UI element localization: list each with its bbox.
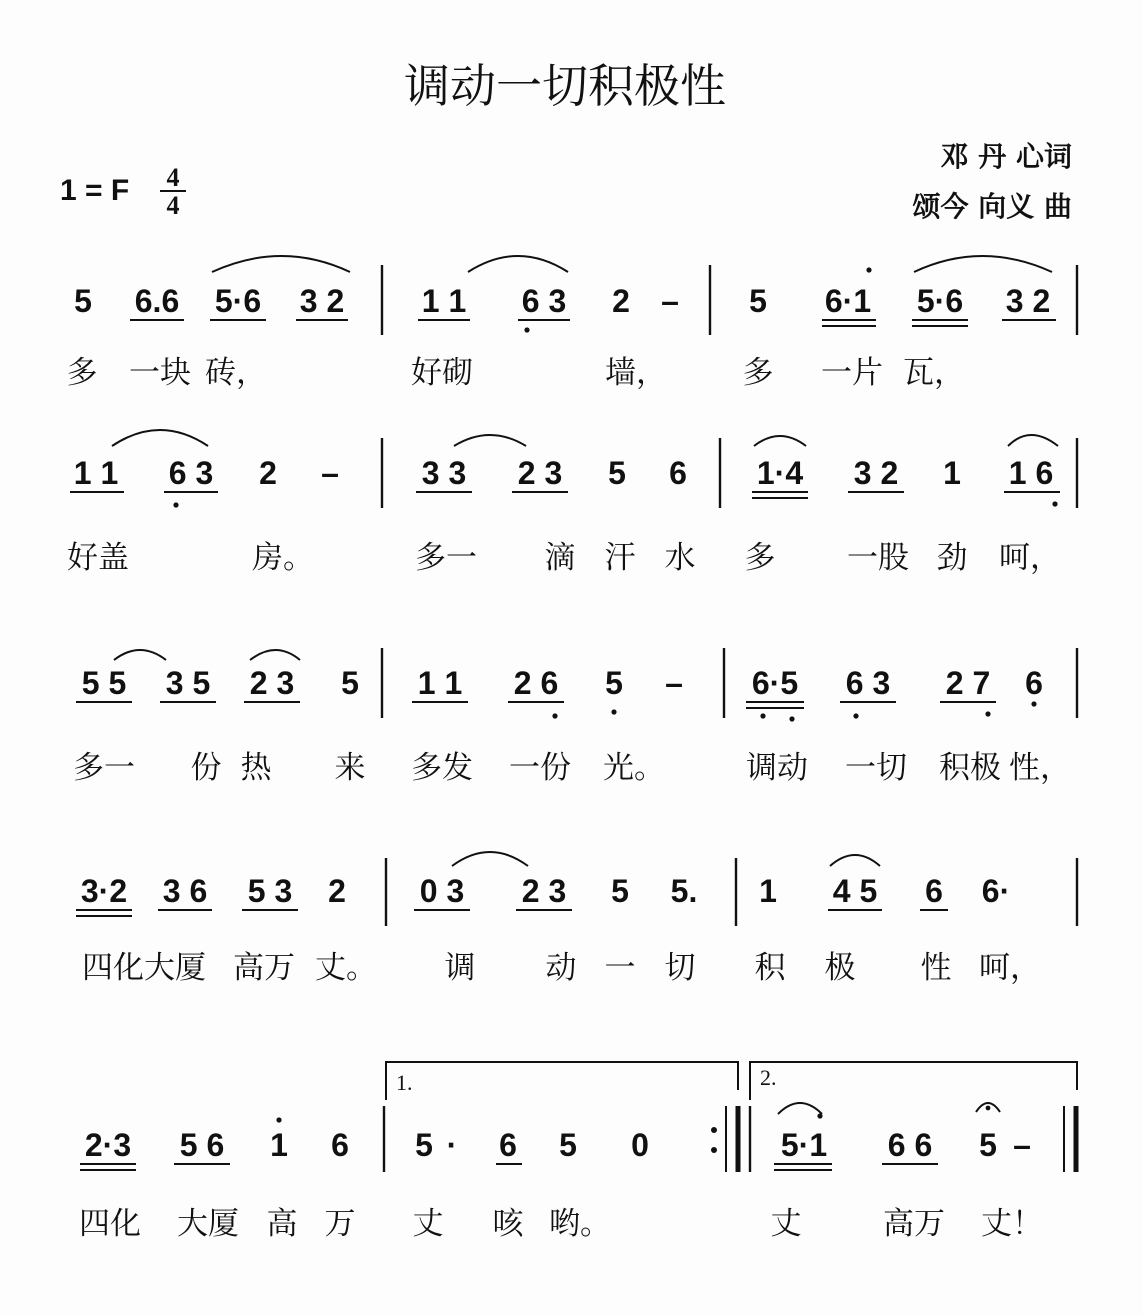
note: 6 3 (168, 455, 214, 491)
key-signature: 1 = F (60, 174, 130, 207)
note: 3 2 (1005, 283, 1051, 319)
lyric: 性， (1009, 750, 1071, 786)
note: 1 (943, 455, 961, 491)
lyric: 多 (66, 355, 98, 391)
staff-row-3 (73, 648, 1077, 786)
note: 1 1 (421, 283, 467, 319)
fermata-icon (976, 1103, 1000, 1112)
octave-dot (611, 709, 616, 714)
lyric: 砖， (205, 355, 267, 391)
octave-dot (1052, 501, 1057, 506)
note: 5 (559, 1127, 577, 1163)
barlines (382, 438, 1077, 508)
slurs (114, 650, 300, 660)
note: 2 (259, 455, 277, 491)
lyric: 一份 (509, 750, 571, 786)
octave-dot (760, 713, 765, 718)
lyric: 多一 (73, 750, 135, 786)
note: 5·6 (916, 283, 964, 319)
lyric: 一股 (847, 540, 909, 576)
note: 5·1 (780, 1127, 828, 1163)
volta-brackets (386, 1062, 1077, 1100)
lyricist-credit: 邓 丹 心词 (940, 140, 1072, 173)
lyric: 份 (190, 750, 222, 786)
lyric: 一 (604, 950, 636, 986)
lyric: 呵， (999, 540, 1061, 576)
underlines (80, 1164, 938, 1170)
lyric: 高万 (233, 950, 295, 986)
time-sig-numerator: 4 (166, 163, 180, 192)
lyric: 一片 (821, 355, 883, 391)
octave-dot (866, 267, 871, 272)
note: 5 5 (81, 665, 127, 701)
note: 3 6 (162, 873, 208, 909)
note: 6 (1025, 665, 1043, 701)
slurs (778, 1103, 822, 1114)
note: 3 2 (853, 455, 899, 491)
lyric: 多 (742, 355, 774, 391)
octave-dot (276, 1117, 281, 1122)
note: 3 3 (421, 455, 467, 491)
note: 2 6 (513, 665, 559, 701)
underlines (76, 910, 948, 916)
lyric: 多发 (411, 750, 473, 786)
lyric: 四化 (79, 1206, 141, 1242)
octave-dot (817, 1113, 822, 1118)
lyric: 切 (664, 950, 696, 986)
note: 3 2 (299, 283, 345, 319)
note: 6· (981, 873, 1011, 909)
note: 0 (631, 1127, 649, 1163)
note: 5 (74, 283, 92, 319)
lyric: 呵， (979, 950, 1041, 986)
note: 1 1 (73, 455, 119, 491)
slurs (212, 256, 1052, 272)
volta-1-label: 1. (396, 1070, 413, 1095)
staff-row-5 (79, 1062, 1077, 1242)
lyric: 丈。 (315, 950, 377, 986)
note: 6·1 (824, 283, 872, 319)
octave-dot (789, 716, 794, 721)
note: 1 1 (417, 665, 463, 701)
lyric: 万 (324, 1206, 356, 1242)
note: 6 (669, 455, 687, 491)
note: 5 3 (247, 873, 293, 909)
note: – (1013, 1127, 1031, 1163)
note: 0 3 (419, 873, 465, 909)
lyric: 积极 (939, 750, 1001, 786)
note: 5 (608, 455, 626, 491)
lyric: 墙， (605, 355, 667, 391)
note: · (446, 1127, 458, 1163)
note: 5. (670, 873, 698, 909)
lyric: 光。 (603, 750, 665, 786)
barlines (382, 265, 1077, 335)
note: 2 3 (521, 873, 567, 909)
note: 1 (759, 873, 777, 909)
lyric: 哟。 (549, 1206, 611, 1242)
octave-dot (853, 713, 858, 718)
lyric: 调 (444, 950, 476, 986)
volta-2-label: 2. (760, 1065, 777, 1090)
lyric: 高万 (883, 1206, 945, 1242)
note: 5 (611, 873, 629, 909)
lyric: 水 (664, 540, 696, 576)
composer-credit: 颂今 向义 曲 (912, 190, 1072, 223)
note: 6 (331, 1127, 349, 1163)
underlines (70, 492, 1060, 498)
time-sig-denominator: 4 (166, 191, 180, 220)
note: 6 (925, 873, 943, 909)
lyric: 瓦， (903, 355, 965, 391)
slurs (452, 852, 880, 866)
lyric: 好砌 (411, 355, 473, 391)
final-barline (1064, 1106, 1076, 1172)
lyric: 高 (266, 1206, 298, 1242)
lyric: 滴 (544, 540, 576, 576)
lyric: 热 (240, 750, 272, 786)
note: 6 3 (845, 665, 891, 701)
note: – (321, 455, 339, 491)
note: 2 (612, 283, 630, 319)
octave-dot (524, 327, 529, 332)
note: 5·6 (214, 283, 262, 319)
note: 5 (605, 665, 623, 701)
note: 5 (415, 1127, 433, 1163)
note: 2 3 (249, 665, 295, 701)
note: 4 5 (832, 873, 878, 909)
staff-row-2 (67, 430, 1077, 576)
lyric: 四化大厦 (82, 950, 206, 986)
staff-row-4 (76, 852, 1077, 986)
lyric: 劲 (936, 540, 968, 576)
lyric: 丈 (770, 1206, 802, 1242)
note: 5 (341, 665, 359, 701)
octave-dot (985, 711, 990, 716)
lyric: 极 (824, 950, 856, 986)
note: 5 6 (179, 1127, 225, 1163)
note: 2 (328, 873, 346, 909)
note: 5 (979, 1127, 997, 1163)
lyric: 一切 (845, 750, 907, 786)
note: 2·3 (84, 1127, 132, 1163)
octave-dot (1031, 701, 1036, 706)
lyric: 多一 (415, 540, 477, 576)
lyric: 大厦 (177, 1206, 239, 1242)
lyric: 一块 (129, 355, 191, 391)
note: 1 (270, 1127, 288, 1163)
lyric: 好盖 (67, 540, 129, 576)
lyric: 调动 (746, 750, 808, 786)
note: 6·5 (751, 665, 799, 701)
octave-dot (552, 713, 557, 718)
note: 3·2 (80, 873, 128, 909)
note: 6 (499, 1127, 517, 1163)
lyric: 咳 (492, 1206, 524, 1242)
note: 1·4 (756, 455, 804, 491)
note: – (665, 665, 683, 701)
underlines (76, 702, 996, 708)
page-title: 调动一切积极性 (404, 59, 726, 113)
barlines (386, 858, 1077, 926)
note: 3 5 (165, 665, 211, 701)
slurs (112, 430, 1058, 446)
underlines (130, 320, 1056, 326)
lyric: 房。 (252, 540, 314, 576)
note: 6.6 (134, 283, 180, 319)
staff-row-1 (67, 256, 1078, 391)
lyric: 性 (920, 950, 952, 986)
note: – (661, 283, 679, 319)
note: 6 6 (887, 1127, 933, 1163)
lyric: 多 (744, 540, 776, 576)
lyric: 来 (334, 750, 366, 786)
note: 2 7 (945, 665, 991, 701)
note: 1 6 (1008, 455, 1054, 491)
lyric: 积 (754, 950, 786, 986)
note: 2 3 (517, 455, 563, 491)
lyric: 丈！ (981, 1206, 1043, 1242)
lyric: 汗 (604, 540, 636, 576)
octave-dot (173, 502, 178, 507)
note: 6 3 (521, 283, 567, 319)
lyric: 丈 (412, 1206, 444, 1242)
lyric: 动 (545, 950, 577, 986)
note: 5 (749, 283, 767, 319)
repeat-end-barline (711, 1106, 738, 1172)
